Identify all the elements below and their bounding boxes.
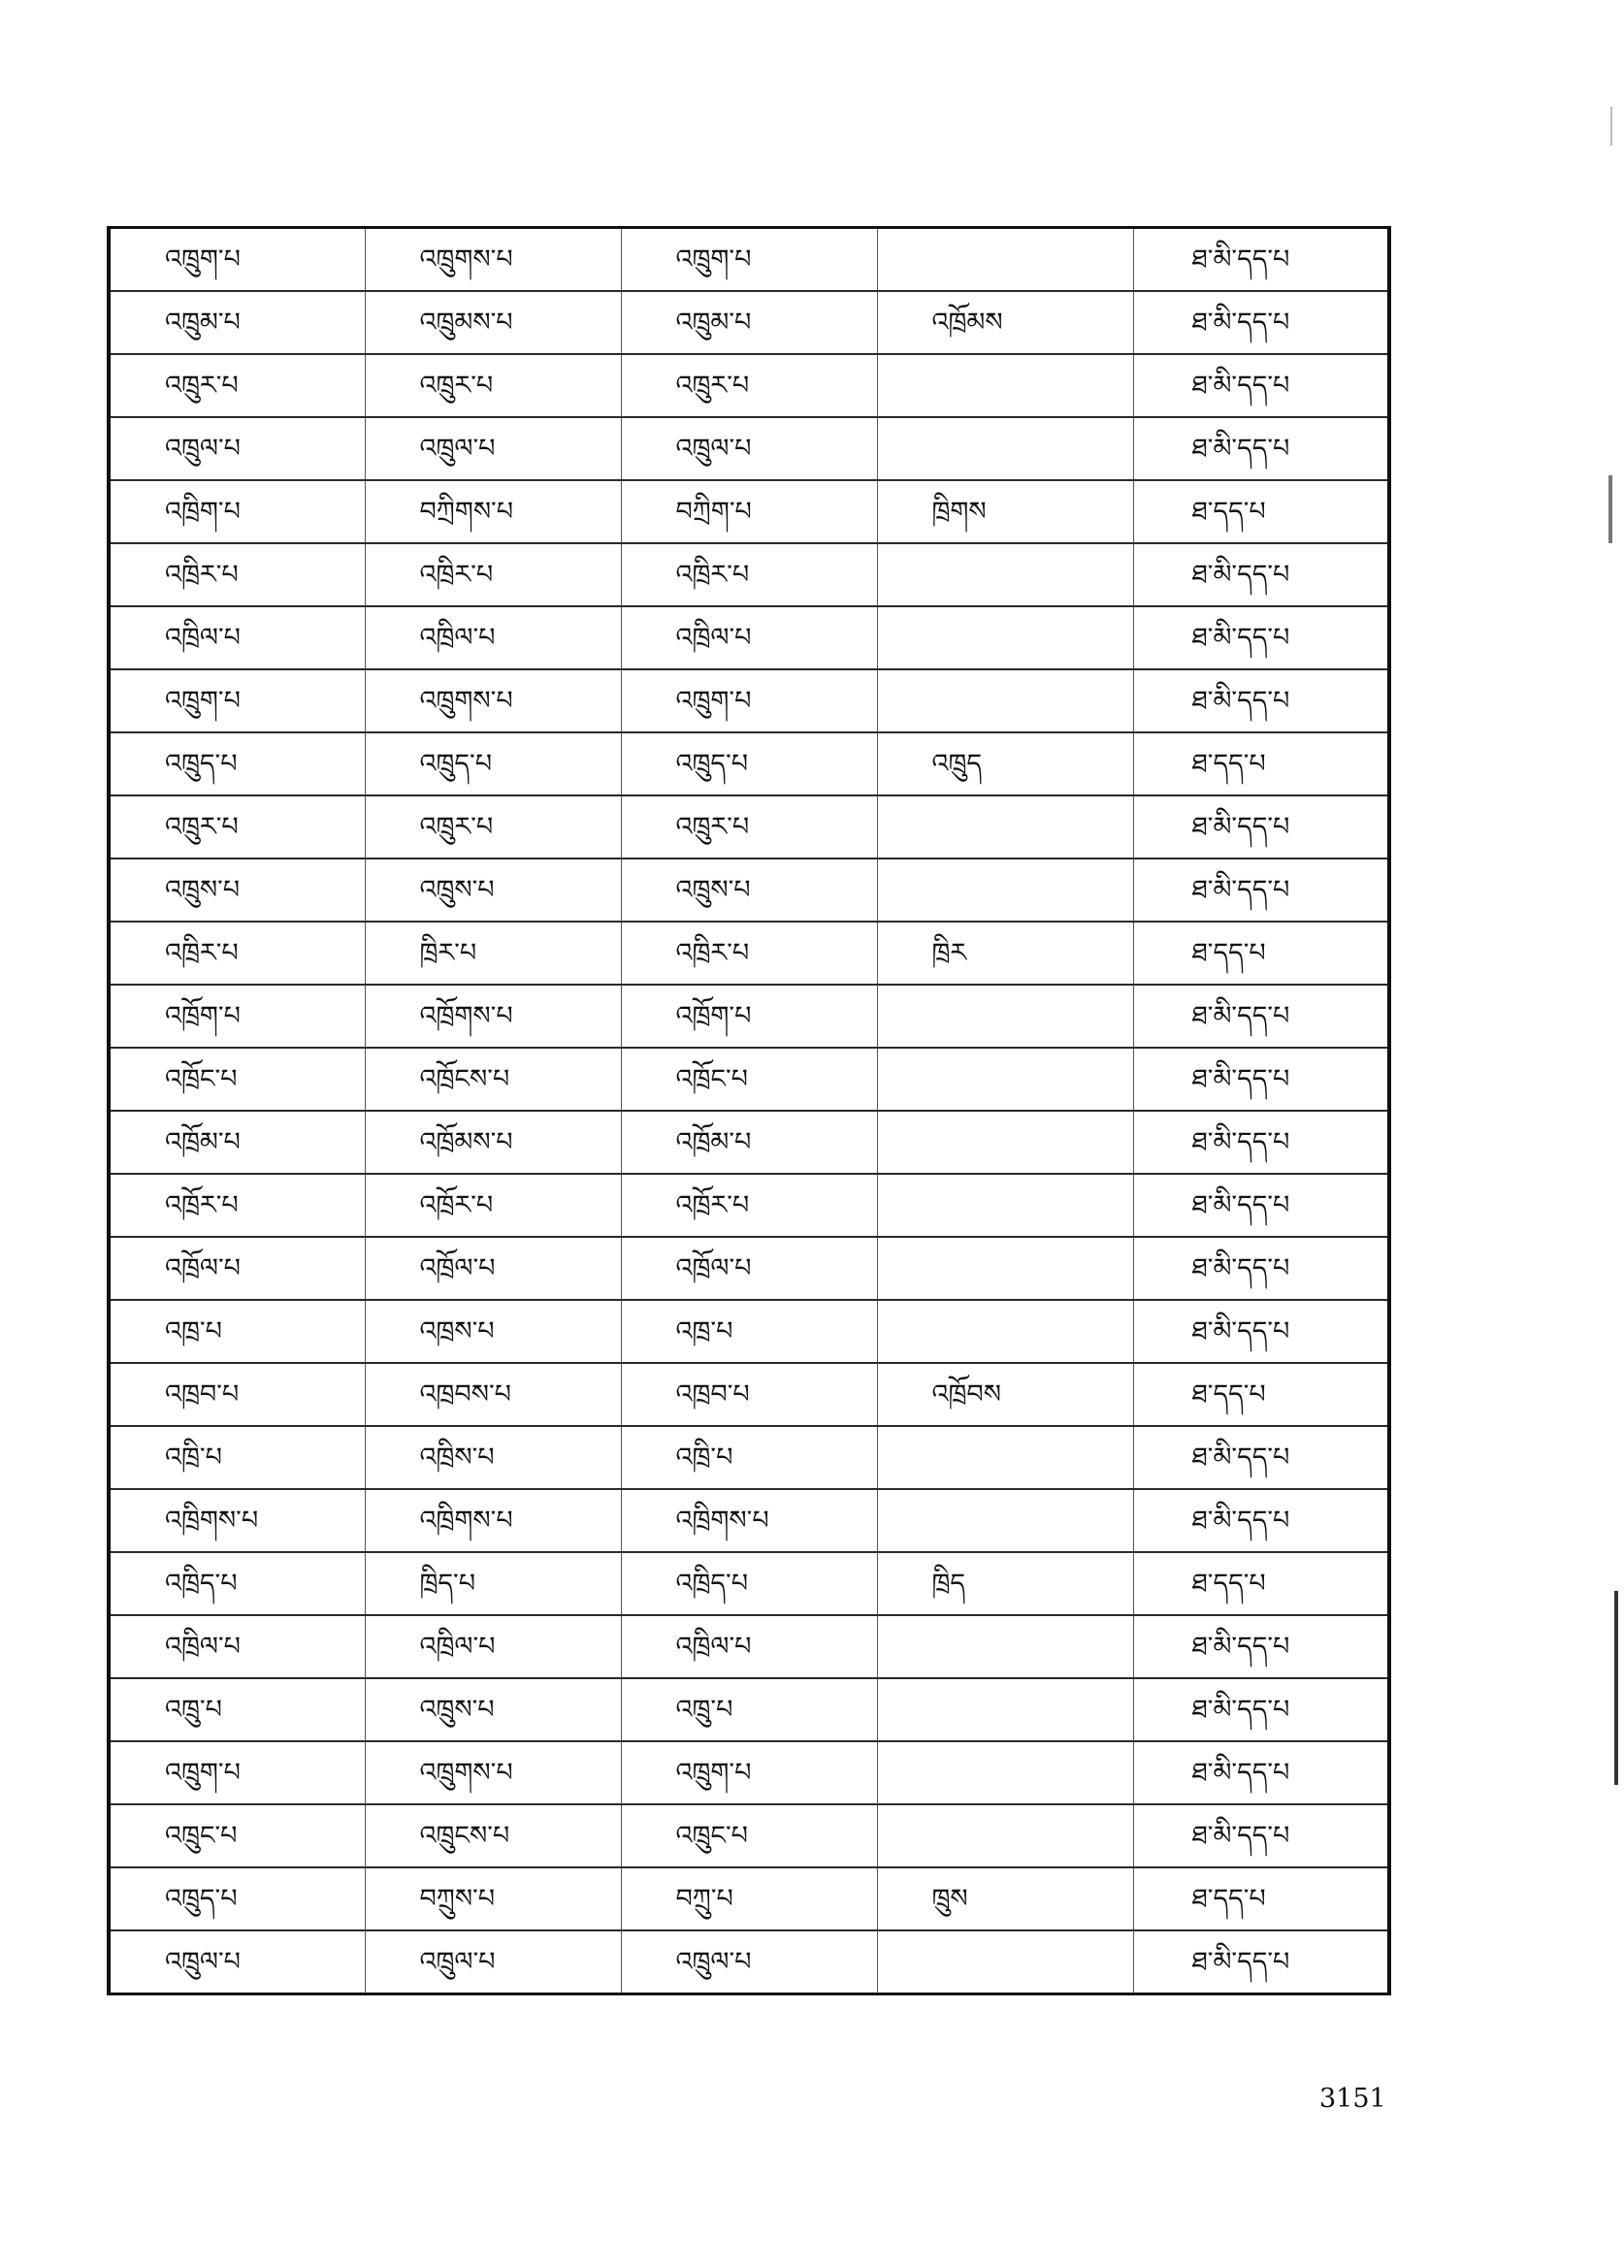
table-cell: བཀྲུས་པ xyxy=(365,1867,621,1930)
table-cell: ཐ་མི་དད་པ xyxy=(1133,291,1389,354)
table-row xyxy=(109,1363,1389,1426)
table-cell: འཁྲུར་པ xyxy=(621,354,877,417)
table-cell: ཐ་མི་དད་པ xyxy=(1133,669,1389,732)
table-cell: འཁྲུག་པ xyxy=(621,1741,877,1804)
table-row xyxy=(109,606,1389,669)
table-cell: ཐ་དད་པ xyxy=(1133,922,1389,985)
table-cell: བཀྲུ་པ xyxy=(621,1867,877,1930)
table-row xyxy=(109,1048,1389,1111)
table-cell: འཁྲབ་པ xyxy=(621,1363,877,1426)
table-cell: བཀྲིག་པ xyxy=(621,480,877,543)
table-cell: འཁྲུར་པ xyxy=(365,354,621,417)
table-row xyxy=(109,1174,1389,1237)
table-cell: འཁྲིར་པ xyxy=(365,543,621,606)
table-cell: འཁྲུས་པ xyxy=(365,859,621,922)
table-row xyxy=(109,985,1389,1048)
table-cell xyxy=(877,1300,1133,1363)
table-cell: འཁྲོམ་པ xyxy=(109,1111,365,1174)
table-cell: ཐ་མི་དད་པ xyxy=(1133,354,1389,417)
table-cell: འཁྲུལ་པ xyxy=(365,1930,621,1994)
table-cell xyxy=(877,606,1133,669)
table-cell: འཁྲུར་པ xyxy=(621,795,877,859)
table-cell: འཁྲོག་པ xyxy=(621,985,877,1048)
table-cell: ཐ་མི་དད་པ xyxy=(1133,985,1389,1048)
table-cell: འཁྲིར་པ xyxy=(621,543,877,606)
table-cell: ཁྲིད་པ xyxy=(365,1552,621,1615)
table-cell: ཐ་དད་པ xyxy=(1133,1867,1389,1930)
table-cell: ཁྲུས xyxy=(877,1867,1133,1930)
table-row xyxy=(109,1930,1389,1994)
table-cell: འཁྲུགས་པ xyxy=(365,1741,621,1804)
table-cell: འཁྲོམས xyxy=(877,291,1133,354)
table-row xyxy=(109,1678,1389,1741)
table-cell xyxy=(877,669,1133,732)
table-cell: འཁྲུང་པ xyxy=(621,1804,877,1867)
table-body xyxy=(109,228,1389,1994)
table-row xyxy=(109,795,1389,859)
table-cell: འཁྲུར་པ xyxy=(109,795,365,859)
table-cell: འཁྲུར་པ xyxy=(109,354,365,417)
table-cell: ཐ་མི་དད་པ xyxy=(1133,1300,1389,1363)
table-cell: ཐ་མི་དད་པ xyxy=(1133,1615,1389,1678)
table-cell: འཁྲུལ་པ xyxy=(109,1930,365,1994)
table-cell: ཐ་དད་པ xyxy=(1133,1363,1389,1426)
table-cell: ཐ་མི་དད་པ xyxy=(1133,417,1389,480)
table-row xyxy=(109,1615,1389,1678)
table-row xyxy=(109,669,1389,732)
table-cell: འཁྲོར་པ xyxy=(621,1174,877,1237)
table-row xyxy=(109,1237,1389,1300)
table-cell: འཁྲུས་པ xyxy=(621,859,877,922)
table-cell: ཐ་མི་དད་པ xyxy=(1133,1174,1389,1237)
page-number: 3151 xyxy=(1319,2084,1386,2114)
table-cell: འཁྲོངས་པ xyxy=(365,1048,621,1111)
table-row xyxy=(109,1111,1389,1174)
table-cell xyxy=(877,1615,1133,1678)
table-row xyxy=(109,922,1389,985)
table-row xyxy=(109,1804,1389,1867)
table-cell: འཁྲིག་པ xyxy=(109,480,365,543)
table-row xyxy=(109,417,1389,480)
table-cell xyxy=(877,985,1133,1048)
table-cell: འཁྲོར་པ xyxy=(109,1174,365,1237)
table-cell xyxy=(877,1048,1133,1111)
table-cell: ཁྲིར xyxy=(877,922,1133,985)
table-row xyxy=(109,354,1389,417)
table-cell: ཐ་མི་དད་པ xyxy=(1133,1237,1389,1300)
table-cell: འཁྲུམ་པ xyxy=(621,291,877,354)
table-cell: འཁྲུ་པ xyxy=(109,1678,365,1741)
table-cell: འཁྲུགས་པ xyxy=(365,669,621,732)
table-cell: འཁྲོམས་པ xyxy=(365,1111,621,1174)
table-cell: འཁྲུད་པ xyxy=(109,1867,365,1930)
table-cell: ཐ་དད་པ xyxy=(1133,732,1389,795)
table-cell: ཐ་མི་དད་པ xyxy=(1133,1489,1389,1552)
table-cell xyxy=(877,859,1133,922)
table-cell: འཁྲུག་པ xyxy=(109,1741,365,1804)
table-cell: ཐ་མི་དད་པ xyxy=(1133,1048,1389,1111)
table-row xyxy=(109,291,1389,354)
table-cell: འཁྲིལ་པ xyxy=(109,606,365,669)
table-cell: འཁྲུ་པ xyxy=(621,1678,877,1741)
table-cell xyxy=(877,543,1133,606)
table-cell: འཁྲ་པ xyxy=(109,1300,365,1363)
table-cell: འཁྲུག་པ xyxy=(621,669,877,732)
table-cell: ཐ་དད་པ xyxy=(1133,480,1389,543)
table-cell: ཐ་མི་དད་པ xyxy=(1133,1678,1389,1741)
table-row xyxy=(109,1552,1389,1615)
verb-conjugation-table xyxy=(107,226,1391,1995)
table-cell: འཁྲུད xyxy=(877,732,1133,795)
table-cell: ཐ་མི་དད་པ xyxy=(1133,228,1389,292)
table-cell: འཁྲུལ་པ xyxy=(109,417,365,480)
table-row xyxy=(109,732,1389,795)
table-cell: བཀྲིགས་པ xyxy=(365,480,621,543)
table-cell: ཁྲིར་པ xyxy=(365,922,621,985)
table-cell: འཁྲུང་པ xyxy=(109,1804,365,1867)
table-cell: འཁྲབ་པ xyxy=(109,1363,365,1426)
table-cell: འཁྲོང་པ xyxy=(109,1048,365,1111)
table-cell xyxy=(877,1174,1133,1237)
table-cell: འཁྲུམ་པ xyxy=(109,291,365,354)
scan-mark xyxy=(1610,107,1612,146)
table-cell: འཁྲིགས་པ xyxy=(365,1489,621,1552)
table-row xyxy=(109,228,1389,292)
table-cell xyxy=(877,228,1133,292)
table-cell xyxy=(877,1489,1133,1552)
table-cell: འཁྲོལ་པ xyxy=(365,1237,621,1300)
table-cell: འཁྲིར་པ xyxy=(621,922,877,985)
table-row xyxy=(109,1489,1389,1552)
table-cell: འཁྲུལ་པ xyxy=(621,1930,877,1994)
table-cell: འཁྲུག་པ xyxy=(109,669,365,732)
table-cell: འཁྲིགས་པ xyxy=(621,1489,877,1552)
table-cell: འཁྲོལ་པ xyxy=(109,1237,365,1300)
table-cell: ཐ་དད་པ xyxy=(1133,1552,1389,1615)
table-cell: འཁྲི་པ xyxy=(109,1426,365,1489)
table-cell: འཁྲོགས་པ xyxy=(365,985,621,1048)
table-cell: འཁྲོམ་པ xyxy=(621,1111,877,1174)
table-row xyxy=(109,543,1389,606)
table-cell: འཁྲས་པ xyxy=(365,1300,621,1363)
table-cell: འཁྲོག་པ xyxy=(109,985,365,1048)
table-cell xyxy=(877,1237,1133,1300)
table-cell xyxy=(877,1111,1133,1174)
table-row xyxy=(109,1300,1389,1363)
table-cell xyxy=(877,1804,1133,1867)
table-cell xyxy=(877,417,1133,480)
table-cell xyxy=(877,1930,1133,1994)
table-cell: འཁྲུད་པ xyxy=(621,732,877,795)
table-cell xyxy=(877,1741,1133,1804)
scan-mark xyxy=(1608,475,1612,543)
table-cell: འཁྲུམས་པ xyxy=(365,291,621,354)
table-cell: འཁྲུག་པ xyxy=(621,228,877,292)
table-cell: འཁྲུག་པ xyxy=(109,228,365,292)
table-cell: ཐ་མི་དད་པ xyxy=(1133,606,1389,669)
table-cell: འཁྲིལ་པ xyxy=(621,606,877,669)
table-row xyxy=(109,1867,1389,1930)
table-cell: འཁྲབས་པ xyxy=(365,1363,621,1426)
table-cell: ཐ་མི་དད་པ xyxy=(1133,1111,1389,1174)
table-cell: འཁྲུལ་པ xyxy=(365,417,621,480)
table-cell: འཁྲ་པ xyxy=(621,1300,877,1363)
table-cell: ཐ་མི་དད་པ xyxy=(1133,1426,1389,1489)
table-cell: འཁྲུས་པ xyxy=(365,1678,621,1741)
table-cell: འཁྲིར་པ xyxy=(109,543,365,606)
table-cell: ཐ་མི་དད་པ xyxy=(1133,859,1389,922)
table-row xyxy=(109,1426,1389,1489)
table-cell xyxy=(877,354,1133,417)
table-cell: ཐ་མི་དད་པ xyxy=(1133,543,1389,606)
table-cell: འཁྲོབས xyxy=(877,1363,1133,1426)
table-cell: འཁྲིར་པ xyxy=(109,922,365,985)
table-cell: འཁྲུས་པ xyxy=(109,859,365,922)
table-cell xyxy=(877,1678,1133,1741)
table-cell: འཁྲིད་པ xyxy=(109,1552,365,1615)
table-cell xyxy=(877,1426,1133,1489)
table-row xyxy=(109,859,1389,922)
table-cell: འཁྲུགས་པ xyxy=(365,228,621,292)
table-cell: འཁྲུད་པ xyxy=(365,732,621,795)
table-cell: འཁྲོང་པ xyxy=(621,1048,877,1111)
table-cell: ཁྲིགས xyxy=(877,480,1133,543)
table-cell: འཁྲུངས་པ xyxy=(365,1804,621,1867)
table-cell: འཁྲོལ་པ xyxy=(621,1237,877,1300)
table-cell: འཁྲོར་པ xyxy=(365,1174,621,1237)
table-cell: འཁྲིལ་པ xyxy=(109,1615,365,1678)
table-cell xyxy=(877,795,1133,859)
table-cell: འཁྲིལ་པ xyxy=(621,1615,877,1678)
table-cell: འཁྲུལ་པ xyxy=(621,417,877,480)
table-cell: འཁྲིད་པ xyxy=(621,1552,877,1615)
table-cell: ཐ་མི་དད་པ xyxy=(1133,1804,1389,1867)
table-cell: ཐ་མི་དད་པ xyxy=(1191,1947,1290,1977)
table-cell: འཁྲུར་པ xyxy=(365,795,621,859)
table-row xyxy=(109,1741,1389,1804)
table-cell: འཁྲིལ་པ xyxy=(365,606,621,669)
table-cell: འཁྲུད་པ xyxy=(109,732,365,795)
table-cell: ཐ་མི་དད་པ xyxy=(1133,1741,1389,1804)
table-cell: ཐ་མི་དད་པ xyxy=(1133,795,1389,859)
table-cell: ཁྲིད xyxy=(877,1552,1133,1615)
scan-mark xyxy=(1614,1591,1618,1785)
table-cell: འཁྲིལ་པ xyxy=(365,1615,621,1678)
table-row xyxy=(109,480,1389,543)
table-cell: འཁྲི་པ xyxy=(621,1426,877,1489)
table-cell: འཁྲིགས་པ xyxy=(109,1489,365,1552)
table-cell: འཁྲིས་པ xyxy=(365,1426,621,1489)
